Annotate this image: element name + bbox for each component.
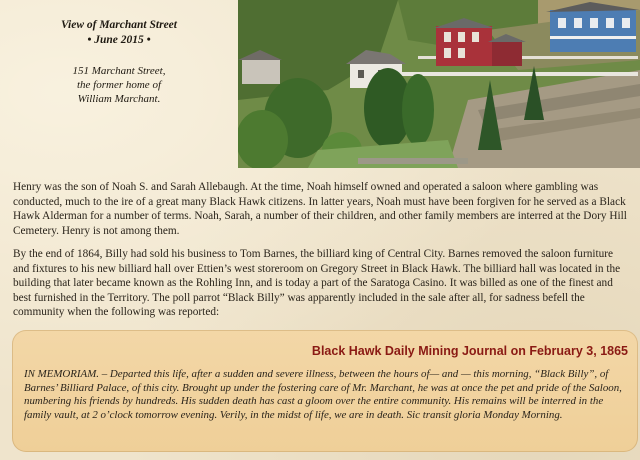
caption-title-line-1: View of Marchant Street [61,19,177,31]
caption-desc-line-3: William Marchant. [77,93,161,105]
paragraph-allebaugh: Henry was the son of Noah S. and Sarah Allebaugh. At the time, Noah himself owned and operated a saloon where gambling was conducted, much to the ire of a great many Black Hawk citizens. In latter years, Noah must have been forgiven for he served as a Black Hawk Alderman for a number of terms. Noah, Sarah, a number of their children, and other family members are interred at the Dory Hill Cemetery. Henry is not among them. [13,181,627,237]
photo-caption [0,0,238,170]
caption-title-line-2: • June 2015 • [87,34,151,46]
memoriam-heading: Black Hawk Daily Mining Journal on February 3, 1865 [311,344,628,358]
street-photo-illustration [238,0,640,168]
caption-desc-line-2: the former home of [76,79,161,91]
memoriam-box [12,330,638,452]
caption-description [0,64,238,106]
marchant-street-photo [238,0,640,168]
memoriam-text: IN MEMORIAM. – Departed this life, after a sudden and severe illness, between the hours of— and — this morning, “Black Billy”, of Barnes’ Billiard Palace, of this city. Brought up under the fostering care of Mr. Marchant, he was at once the pet and pride of the Saloon, numbering his friends by hundreds. His sudden death has cast a gloom over the entire community. His remains will be interred in the family vault, at 2 o’clock tomorrow evening. Verily, in the midst of life, we are in death. Sic transit gloria Monday Morning. [24,368,622,421]
caption-title [0,18,238,48]
paragraph-barnes: By the end of 1864, Billy had sold his business to Tom Barnes, the billiard king of Central City. Barnes removed the saloon furniture and fixtures to his new billiard hall over Ettien’s west storeroom on Gregory Street in Black Hawk. The billiard hall was located in the building that later became known as the Rohling Inn, and is today a part of the Saratoga Casino. It was billed as one of the finest and best furnished in the Territory. The poll parrot “Black Billy” was apparently included in the sale after all, for sadness befell the community when the following was reported: [13,248,621,319]
caption-desc-line-1: 151 Marchant Street, [72,65,166,77]
